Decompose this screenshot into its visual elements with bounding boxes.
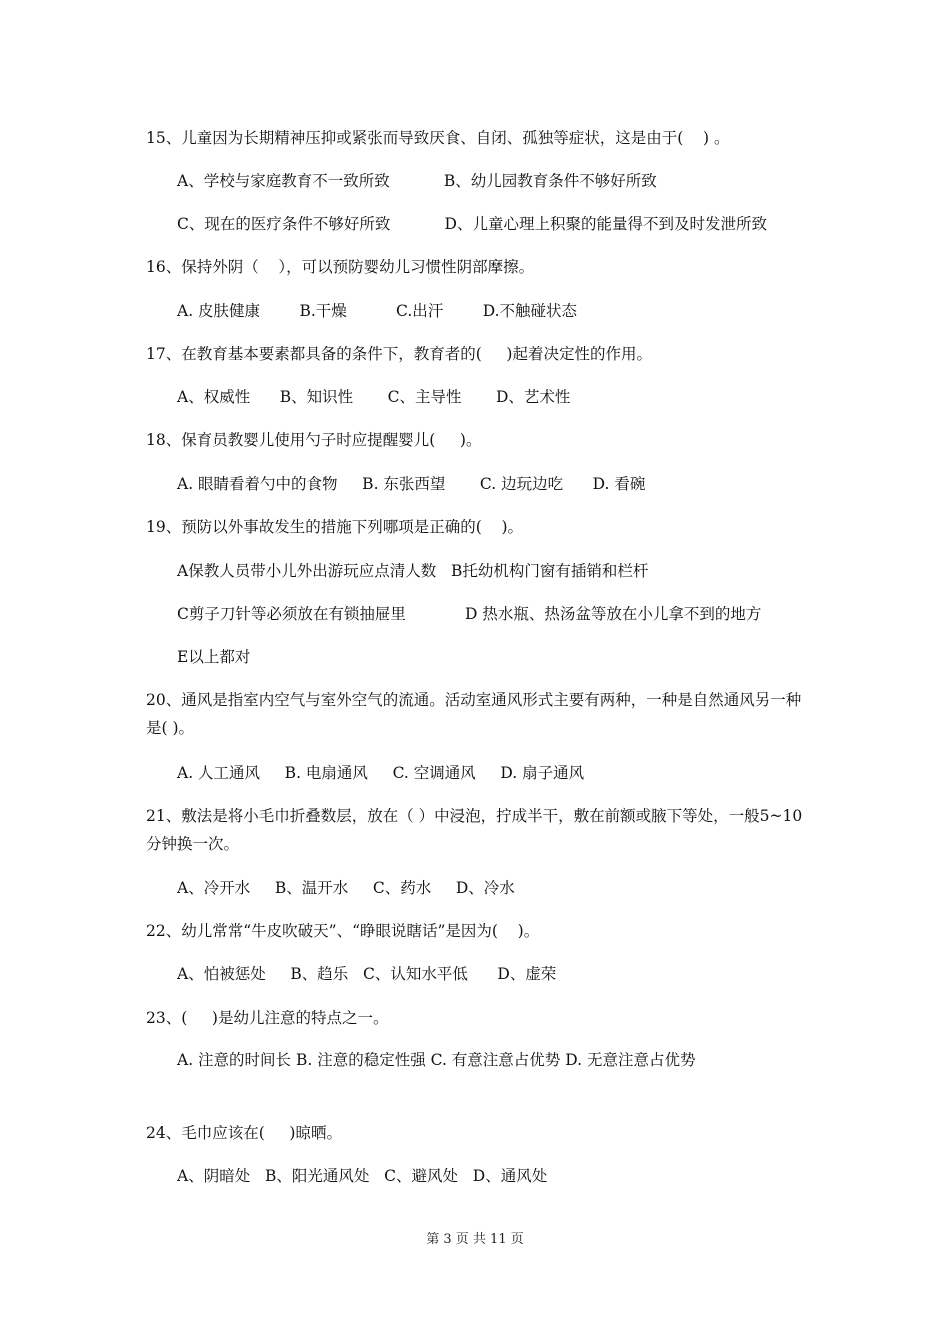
question-24: 24、毛巾应该在( )晾晒。 (146, 1124, 342, 1142)
question-15: 15、儿童因为长期精神压抑或紧张而导致厌食、自闭、孤独等症状，这是由于( ) 。 (146, 129, 730, 147)
options-16: A. 皮肤健康 B.干燥 C.出汗 D.不触碰状态 (177, 302, 578, 320)
options-19-ab: A保教人员带小儿外出游玩应点清人数 B托幼机构门窗有插销和栏杆 (177, 562, 649, 580)
page-footer: 第 3 页 共 11 页 (426, 1232, 524, 1247)
options-23: A. 注意的时间长 B. 注意的稳定性强 C. 有意注意占优势 D. 无意注意占优势 (177, 1051, 696, 1069)
question-16: 16、保持外阴（ ），可以预防婴幼儿习惯性阴部摩擦。 (146, 258, 535, 276)
options-19-e: E以上都对 (177, 648, 251, 666)
options-15-cd: C、现在的医疗条件不够好所致 D、儿童心理上积聚的能量得不到及时发泄所致 (177, 215, 767, 233)
question-17: 17、在教育基本要素都具备的条件下，教育者的( )起着决定性的作用。 (146, 345, 652, 363)
options-22: A、怕被惩处 B、趋乐 C、认知水平低 D、虚荣 (177, 965, 557, 983)
question-23: 23、( )是幼儿注意的特点之一。 (146, 1009, 389, 1027)
question-21: 21、敷法是将小毛巾折叠数层，放在（ ）中浸泡，拧成半干，敷在前额或腋下等处，一般5~10分钟换一次。 (146, 807, 803, 853)
options-21: A、冷开水 B、温开水 C、药水 D、冷水 (177, 879, 515, 897)
question-19: 19、预防以外事故发生的措施下列哪项是正确的( )。 (146, 518, 524, 536)
options-19-cd: C剪子刀针等必须放在有锁抽屉里 D 热水瓶、热汤盆等放在小儿拿不到的地方 (177, 605, 762, 623)
question-18: 18、保育员教婴儿使用勺子时应提醒婴儿( )。 (146, 431, 482, 449)
options-20: A. 人工通风 B. 电扇通风 C. 空调通风 D. 扇子通风 (177, 764, 585, 782)
question-20: 20、通风是指室内空气与室外空气的流通。活动室通风形式主要有两种，一种是自然通风另一种是( )。 (146, 691, 802, 737)
options-18: A. 眼睛看着勺中的食物 B. 东张西望 C. 边玩边吃 D. 看碗 (177, 475, 646, 493)
options-24: A、阴暗处 B、阳光通风处 C、避风处 D、通风处 (177, 1167, 548, 1185)
options-15-ab: A、学校与家庭教育不一致所致 B、幼儿园教育条件不够好所致 (177, 172, 657, 190)
question-22: 22、幼儿常常“牛皮吹破天”、“睁眼说瞎话”是因为( )。 (146, 922, 540, 940)
options-17: A、权威性 B、知识性 C、主导性 D、艺术性 (177, 388, 571, 406)
